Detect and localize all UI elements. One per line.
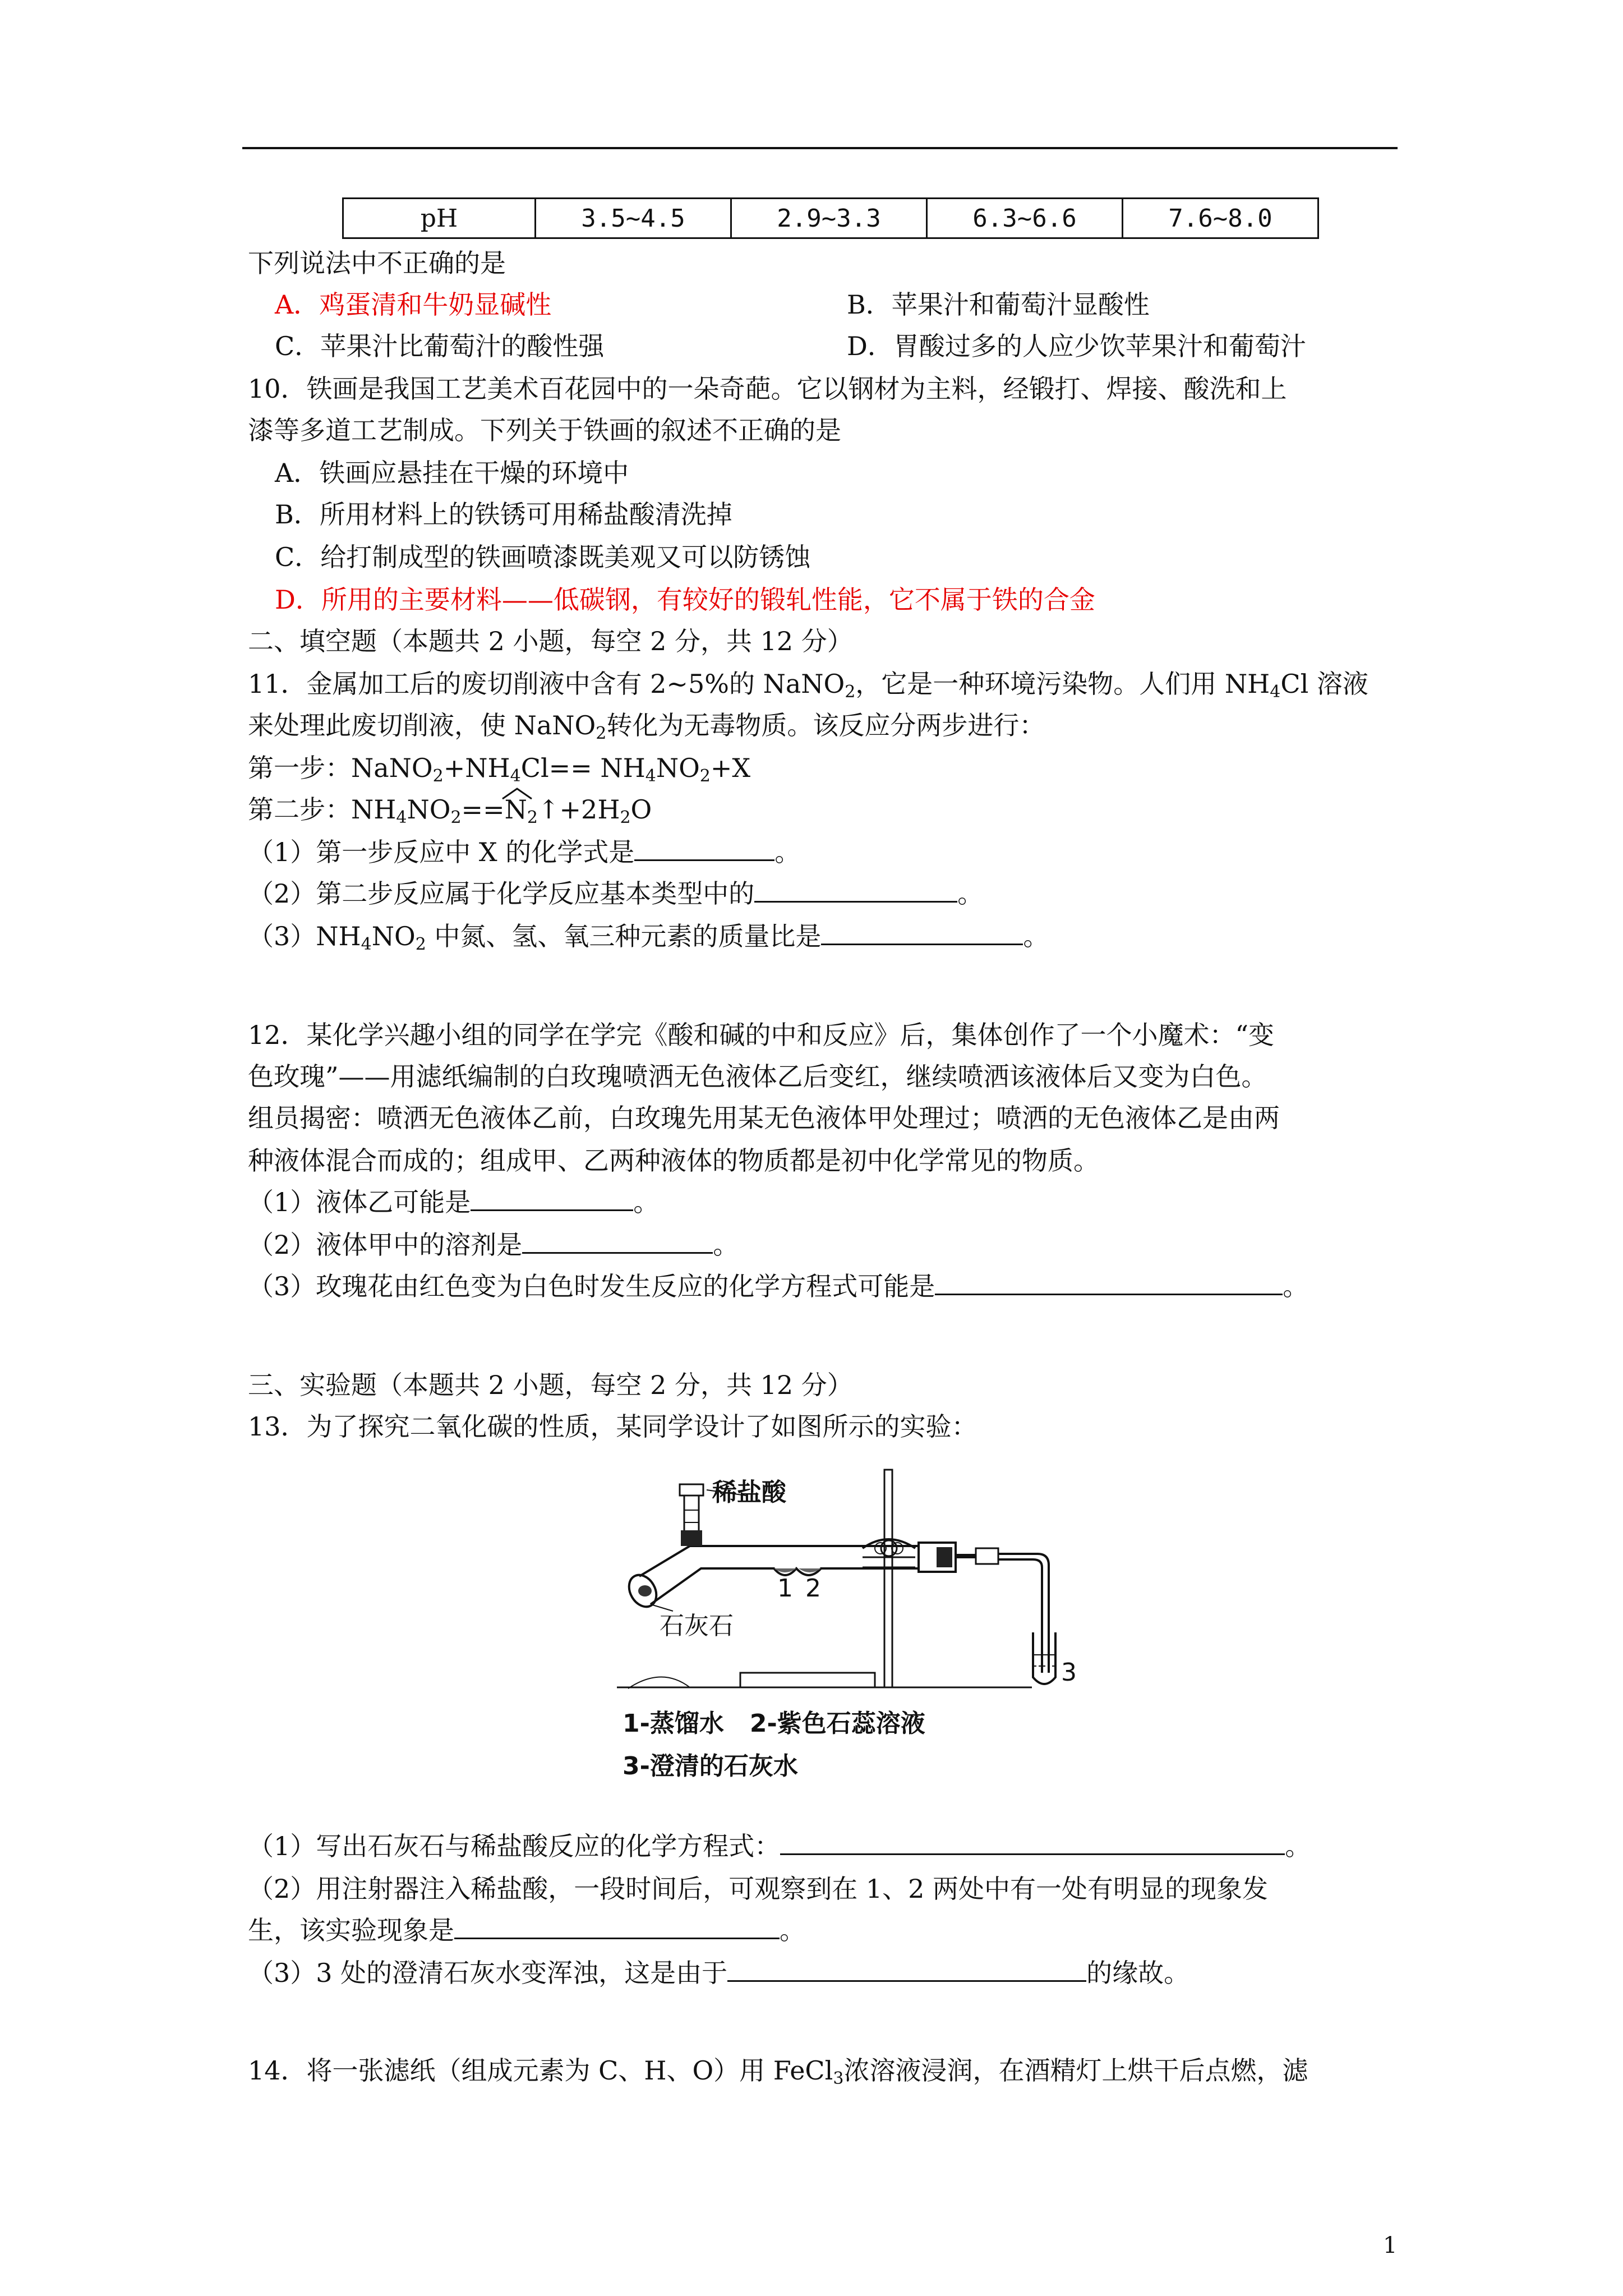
q13-part2: （2）用注射器注入稀盐酸，一段时间后，可观察到在 1、2 两处中有一处有明显的现象发 xyxy=(248,1874,1269,1904)
q14-text: 14．将一张滤纸（组成元素为 C、H、O）用 FeCl xyxy=(248,2055,833,2086)
ph-table xyxy=(342,197,1319,239)
q12-text: 。 xyxy=(713,1230,739,1260)
q11-line1 xyxy=(248,666,1368,701)
q12-text: 。 xyxy=(633,1187,660,1217)
experiment-figure xyxy=(606,1464,1099,1801)
q11-text: （1）第一步反应中 X 的化学式是 xyxy=(248,837,635,867)
q12-line2: 色玫瑰”——用滤纸编制的白玫瑰喷洒无色液体乙后变红，继续喷洒该液体后又变为白色。 xyxy=(248,1061,1267,1092)
q12-text: （1）液体乙可能是 xyxy=(248,1187,471,1217)
ph-table-cell: 3.5~4.5 xyxy=(536,199,731,238)
q12-text: 。 xyxy=(1283,1271,1309,1301)
q9-option-c: C．苹果汁比葡萄汁的酸性强 xyxy=(275,331,605,361)
answer-blank[interactable] xyxy=(522,1227,713,1254)
figure-caption-line1: 1-蒸馏水 2-紫色石蕊溶液 xyxy=(623,1709,925,1738)
answer-blank[interactable] xyxy=(821,919,1023,945)
subscript: 2 xyxy=(450,808,462,827)
section2-title: 二、填空题（本题共 2 小题，每空 2 分，共 12 分） xyxy=(248,626,853,656)
q11-part2 xyxy=(248,876,983,911)
answer-blank[interactable] xyxy=(754,876,957,903)
q12-line3: 组员揭密：喷洒无色液体乙前，白玫瑰先用某无色液体甲处理过；喷洒的无色液体乙是由两 xyxy=(248,1103,1280,1133)
q11-text: N xyxy=(504,794,527,825)
q11-text: ，它是一种环境污染物。人们用 NH xyxy=(855,669,1270,699)
q11-text: （3）NH xyxy=(248,921,361,951)
q11-text: O xyxy=(630,794,652,825)
q12-text: （2）液体甲中的溶剂是 xyxy=(248,1230,523,1260)
header-rule xyxy=(242,147,1398,149)
q11-text: 。 xyxy=(1023,921,1049,951)
answer-blank[interactable] xyxy=(454,1913,780,1939)
q11-text: ↑+2H xyxy=(537,794,620,825)
ph-table-cell: 7.6~8.0 xyxy=(1123,199,1318,238)
q13-text: （3）3 处的澄清石灰水变浑浊，这是由于 xyxy=(248,1958,728,1988)
q13-text: 。 xyxy=(780,1915,805,1945)
q12-line1: 12．某化学兴趣小组的同学在学完《酸和碱的中和反应》后，集体创作了一个小魔术：“变 xyxy=(248,1020,1275,1050)
subscript: 2 xyxy=(415,935,426,954)
q10-line2: 漆等多道工艺制成。下列关于铁画的叙述不正确的是 xyxy=(248,415,841,445)
answer-blank[interactable] xyxy=(471,1185,633,1211)
subscript: 2 xyxy=(845,682,856,702)
answer-blank[interactable] xyxy=(780,1829,1285,1855)
q13-part2-cont xyxy=(248,1913,805,1948)
answer-blank[interactable] xyxy=(727,1955,1086,1982)
subscript: 2 xyxy=(432,766,444,786)
q10-option-a: A．铁画应悬挂在干燥的环境中 xyxy=(275,458,629,488)
q13-stem: 13．为了探究二氧化碳的性质，某同学设计了如图所示的实验： xyxy=(248,1411,978,1442)
q10-line1: 10．铁画是我国工艺美术百花园中的一朵奇葩。它以钢材为主料，经锻打、焊接、酸洗和上 xyxy=(248,374,1287,404)
q11-text: Cl== NH xyxy=(520,753,645,783)
label-limestone: 石灰石 xyxy=(660,1612,734,1640)
q11-text: 第一步：NaNO xyxy=(248,753,433,783)
q13-text: 生，该实验现象是 xyxy=(248,1915,454,1945)
q11-text: NO xyxy=(656,753,700,783)
q12-part2 xyxy=(248,1227,739,1262)
q13-part3 xyxy=(248,1955,1189,1990)
q13-text: 的缘故。 xyxy=(1086,1958,1190,1988)
q11-step1 xyxy=(248,751,750,785)
ph-table-row xyxy=(343,199,1318,238)
q11-text: 中氮、氢、氧三种元素的质量比是 xyxy=(426,921,822,951)
answer-blank[interactable] xyxy=(935,1269,1283,1295)
q12-line4: 种液体混合而成的；组成甲、乙两种液体的物质都是初中化学常见的物质。 xyxy=(248,1145,1099,1176)
figure-caption-line2: 3-澄清的石灰水 xyxy=(623,1752,798,1780)
subscript: 2 xyxy=(527,808,538,827)
q11-part3 xyxy=(248,919,1049,954)
q11-text: 。 xyxy=(957,878,984,909)
q13-part1 xyxy=(248,1829,1311,1864)
q11-text: 第二步：NH xyxy=(248,794,396,825)
q11-text: +NH xyxy=(443,753,510,783)
label-3: 3 xyxy=(1061,1658,1077,1687)
label-2: 2 xyxy=(805,1574,821,1603)
q12-part1 xyxy=(248,1185,659,1220)
q11-text: 11．金属加工后的废切削液中含有 2~5%的 NaNO xyxy=(248,669,845,699)
q9-stem: 下列说法中不正确的是 xyxy=(248,248,506,278)
label-dilute-hcl: 稀盐酸 xyxy=(712,1478,786,1507)
subscript: 2 xyxy=(596,724,607,743)
section3-title: 三、实验题（本题共 2 小题，每空 2 分，共 12 分） xyxy=(248,1370,853,1400)
q11-step2 xyxy=(248,792,652,827)
q10-option-c: C．给打制成型的铁画喷漆既美观又可以防锈蚀 xyxy=(275,542,811,572)
q11-text: NO xyxy=(371,921,416,951)
answer-blank[interactable] xyxy=(634,835,774,861)
q11-text: NO xyxy=(407,794,451,825)
subscript: 4 xyxy=(1270,682,1281,702)
q11-line2 xyxy=(248,708,1045,743)
q13-text: （1）写出石灰石与稀盐酸反应的化学方程式： xyxy=(248,1831,781,1861)
subscript: 4 xyxy=(645,766,656,786)
q11-text: Cl 溶液 xyxy=(1280,669,1368,699)
q13-text: 。 xyxy=(1285,1831,1311,1861)
q10-option-b: B．所用材料上的铁锈可用稀盐酸清洗掉 xyxy=(275,499,732,530)
q11-text: 。 xyxy=(774,837,801,867)
q11-text: +X xyxy=(710,753,751,783)
heat-condition xyxy=(505,792,527,827)
ph-table-cell: 2.9~3.3 xyxy=(731,199,927,238)
q12-part3 xyxy=(248,1269,1308,1304)
page-number: 1 xyxy=(1383,2233,1398,2258)
subscript: 3 xyxy=(833,2069,844,2088)
q11-part1 xyxy=(248,835,800,869)
q14-text: 浓溶液浸润，在酒精灯上烘干后点燃，滤 xyxy=(843,2055,1308,2086)
subscript: 2 xyxy=(699,766,711,786)
q9-option-b: B．苹果汁和葡萄汁显酸性 xyxy=(847,289,1150,320)
subscript: 4 xyxy=(361,935,372,954)
q11-text: （2）第二步反应属于化学反应基本类型中的 xyxy=(248,878,755,909)
subscript: 4 xyxy=(396,808,407,827)
q11-text: 转化为无毒物质。该反应分两步进行： xyxy=(606,710,1045,740)
label-1: 1 xyxy=(777,1574,793,1603)
q9-option-d: D．胃酸过多的人应少饮苹果汁和葡萄汁 xyxy=(847,331,1306,361)
q11-text: == xyxy=(461,794,505,825)
subscript: 2 xyxy=(620,808,631,827)
ph-table-header: pH xyxy=(343,199,536,238)
q14-line1 xyxy=(248,2053,1308,2088)
q9-option-a: A．鸡蛋清和牛奶显碱性 xyxy=(275,289,552,320)
q12-text: （3）玫瑰花由红色变为白色时发生反应的化学方程式可能是 xyxy=(248,1271,935,1301)
ph-table-cell: 6.3~6.6 xyxy=(927,199,1123,238)
q10-option-d: D．所用的主要材料——低碳钢，有较好的锻轧性能，它不属于铁的合金 xyxy=(275,585,1095,615)
subscript: 4 xyxy=(510,766,521,786)
triangle-heat-icon xyxy=(501,786,533,801)
q11-text: 来处理此废切削液，使 NaNO xyxy=(248,710,596,740)
